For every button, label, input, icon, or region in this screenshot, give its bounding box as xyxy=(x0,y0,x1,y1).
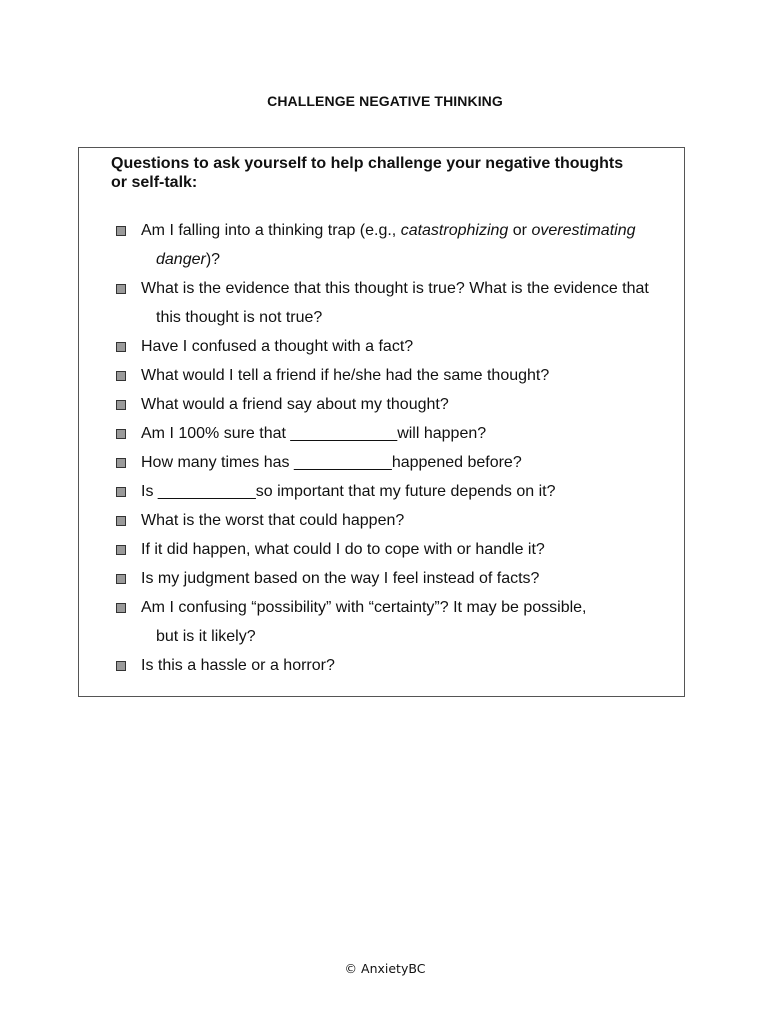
list-item: Is this a hassle or a horror? xyxy=(79,651,684,680)
copyright-footer: © AnxietyBC xyxy=(344,961,426,976)
square-bullet-icon xyxy=(116,400,126,410)
list-item: How many times has ___________happened before? xyxy=(79,448,684,477)
square-bullet-icon xyxy=(116,226,126,236)
list-item: Is ___________so important that my future depends on it? xyxy=(79,477,684,506)
list-item: What would I tell a friend if he/she had the same thought? xyxy=(79,361,684,390)
square-bullet-icon xyxy=(116,429,126,439)
heading-line-2: or self-talk: xyxy=(111,174,198,191)
list-item: Am I confusing “possibility” with “certainty”? It may be possible, but is it likely? xyxy=(79,593,684,651)
square-bullet-icon xyxy=(116,574,126,584)
list-item: Am I 100% sure that ____________will happen? xyxy=(79,419,684,448)
square-bullet-icon xyxy=(116,371,126,381)
questions-box xyxy=(78,147,685,697)
list-item: Am I falling into a thinking trap (e.g., catastrophizing or overestimating danger)? xyxy=(79,216,684,274)
list-item: Is my judgment based on the way I feel instead of facts? xyxy=(79,564,684,593)
list-item: What is the worst that could happen? xyxy=(79,506,684,535)
page-title: CHALLENGE NEGATIVE THINKING xyxy=(267,93,503,109)
square-bullet-icon xyxy=(116,487,126,497)
list-item: If it did happen, what could I do to cope with or handle it? xyxy=(79,535,684,564)
square-bullet-icon xyxy=(116,516,126,526)
heading-line-1: Questions to ask yourself to help challenge your negative thoughts xyxy=(111,155,624,172)
list-item: What is the evidence that this thought is true? What is the evidence that this thought is not true? xyxy=(79,274,684,332)
square-bullet-icon xyxy=(116,342,126,352)
list-item: Have I confused a thought with a fact? xyxy=(79,332,684,361)
square-bullet-icon xyxy=(116,603,126,613)
square-bullet-icon xyxy=(116,284,126,294)
square-bullet-icon xyxy=(116,545,126,555)
square-bullet-icon xyxy=(116,661,126,671)
list-item: What would a friend say about my thought? xyxy=(79,390,684,419)
square-bullet-icon xyxy=(116,458,126,468)
question-list xyxy=(79,216,684,680)
questions-heading xyxy=(111,154,671,192)
